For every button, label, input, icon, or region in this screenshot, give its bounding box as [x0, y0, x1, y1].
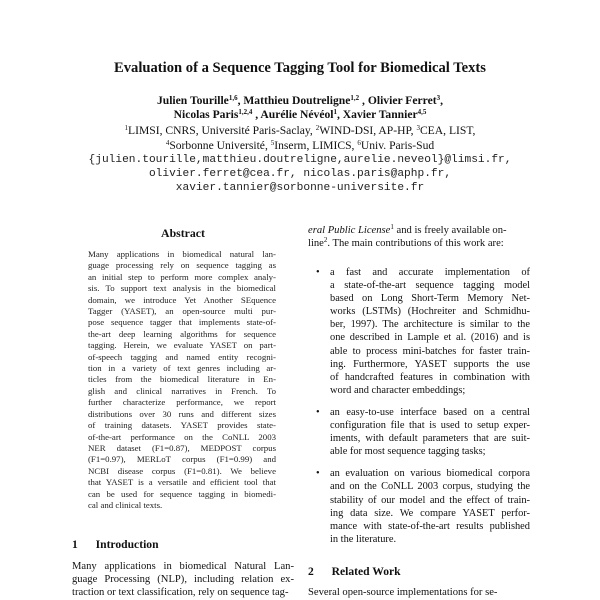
author-affiliation-mark: 1,6	[228, 94, 238, 102]
contribution-line: stability of our model and the effect of train-	[330, 494, 530, 506]
affiliation-mark: 6	[357, 139, 361, 147]
email-line-2: olivier.ferret@cea.fr, nicolas.paris@aphp.fr,	[148, 168, 452, 180]
contribution-line: mance with state-of-the-art results published	[330, 520, 530, 532]
bullet-icon: •	[316, 267, 320, 278]
introduction-line: traction or text classification, rely on sequence tag-	[72, 587, 289, 599]
contribution-line: one described in Lample et al. (2016) and is	[330, 332, 530, 344]
footnote-mark-2[interactable]: 2	[323, 236, 328, 245]
license-name: eral Public License	[308, 225, 391, 236]
affiliation-mark: 2	[315, 124, 320, 132]
abstract-line: tion in a variety of text genres including ar-	[88, 363, 276, 374]
author-separator: ,	[359, 94, 368, 107]
contribution-line: able for most sequence tagging tasks;	[330, 446, 486, 458]
related-work-line: Several open-source implementations for se-	[308, 587, 498, 598]
affiliation-mark: 3	[416, 124, 420, 132]
contribution-line: ber, 1997). The architecture is similar to the	[330, 319, 530, 331]
abstract-line: of-the-art performance on the CoNLL 2003	[88, 431, 276, 442]
right-column-intro	[308, 224, 530, 250]
author-affiliation-mark: 1	[333, 108, 337, 116]
contribution-line: of handcrafted features in combination with	[330, 371, 530, 383]
contribution-line: ing data size. We compare YASET perfor-	[330, 507, 530, 519]
bullet-icon: •	[316, 468, 320, 480]
abstract-line: (F1=0.97), MERLoT corpus (F1=0.99) and	[88, 454, 276, 465]
contribution-line: an easy-to-use interface based on a central	[330, 406, 530, 418]
abstract-line: Many applications in biomedical natural lan-	[88, 249, 276, 259]
section-title: Related Work	[331, 565, 401, 578]
affiliation-mark: 1	[124, 124, 129, 132]
introduction-body	[72, 560, 294, 599]
affiliation-mark: 5	[270, 139, 275, 147]
contribution-item	[308, 467, 530, 546]
abstract-line: NCBI disease corpus (F1=0.81). We believe	[88, 465, 276, 476]
abstract-line: sis. To support text analysis in the biomedical	[88, 283, 276, 294]
related-work-body	[308, 586, 530, 599]
email-line-1: {julien.tourille,matthieu.doutreligne,aurelie.neveol}@limsi.fr,	[88, 154, 512, 166]
affiliation-mark: 4	[165, 139, 170, 147]
author-separator: ,	[237, 94, 244, 107]
contribution-line: works (LSTMs) (Hochreiter and Schmidhu-	[330, 306, 530, 318]
paper-title: Evaluation of a Sequence Tagging Tool for Biomedical Texts	[114, 60, 486, 76]
contribution-line: ing. Furthermore, YASET supports the use	[330, 358, 530, 370]
abstract-line: guage processing rely on sequence tagging as	[88, 260, 276, 271]
author-affiliation-mark: 3	[436, 94, 441, 102]
author-line-2	[0, 108, 600, 121]
right-intro-line-1	[308, 224, 530, 237]
affiliation-text: Sorbonne Université,	[169, 139, 271, 152]
abstract-line: an initial step to perform more complex analy-	[88, 271, 276, 282]
contribution-line: a state-of-the-art sequence tagging model	[330, 280, 530, 292]
contribution-line: able to process mini-batches for faster train-	[330, 345, 530, 357]
contribution-line: and on the CoNLL 2003 corpus, studying the	[330, 481, 530, 493]
affiliation-text: LIMSI, CNRS, Université Paris-Saclay,	[128, 124, 316, 137]
affiliation-line-2	[0, 139, 600, 152]
contribution-line: iments, with default parameters that are suit-	[330, 433, 530, 445]
author-name: Matthieu Doutreligne	[243, 94, 351, 107]
contributions-list	[308, 266, 530, 555]
affiliation-line-1	[0, 124, 600, 137]
footnote-mark-1[interactable]: 1	[390, 223, 394, 231]
right-intro-text-2b: . The main contributions of this work are:	[327, 238, 504, 250]
author-name: Nicolas Paris	[173, 108, 239, 121]
abstract-line: domain, we introduce Yet Another SEquence	[88, 294, 276, 305]
affiliation-text: CEA, LIST,	[419, 124, 476, 137]
contribution-item	[308, 406, 530, 458]
author-separator: ,	[252, 108, 261, 121]
contribution-line: a fast and accurate implementation of	[330, 267, 530, 278]
abstract-line: NER dataset (F1=0.87), MEDPOST corpus	[88, 442, 276, 453]
abstract-line: further characterize performance, we report	[88, 397, 276, 408]
abstract-line: can be used for sequence tagging in biomedi-	[88, 488, 276, 499]
abstract-line: pose sequence tagger that implements state-of-	[88, 317, 276, 328]
introduction-line: guage Processing (NLP), including relation ex-	[72, 574, 294, 586]
author-affiliation-mark: 1,2	[350, 94, 360, 102]
author-name: Julien Tourille	[156, 94, 229, 107]
introduction-heading	[72, 538, 159, 551]
abstract-line: tagging. Herein, we evaluate YASET on part-	[88, 340, 276, 351]
abstract-line: cal and clinical texts.	[88, 499, 163, 510]
author-name: Aurélie Névéol	[260, 108, 334, 121]
contribution-line: configuration file that is used to setup exper-	[330, 420, 530, 432]
contribution-line: in the literature.	[330, 533, 397, 545]
abstract-line: ticles from the biomedical literature in En-	[88, 374, 276, 385]
right-intro-text-2a: line	[308, 238, 324, 250]
right-intro-line-2	[308, 237, 530, 250]
abstract-line: the-art deep learning algorithms for sequence	[88, 328, 276, 339]
abstract-line: glish and clinical narratives in French. To	[88, 385, 276, 396]
author-affiliation-mark: 1,2,4	[238, 108, 253, 116]
abstract-line: distributions over 30 runs and different sizes	[88, 408, 276, 419]
affiliation-text: WIND-DSI, AP-HP,	[319, 124, 417, 137]
contribution-line: an evaluation on various biomedical corpora	[330, 468, 530, 480]
contribution-line: based on Long Short-Term Memory Net-	[330, 293, 530, 305]
introduction-line: Many applications in biomedical Natural Lan-	[72, 561, 294, 572]
author-name: Xavier Tannier	[342, 108, 418, 121]
author-name: Olivier Ferret	[367, 94, 437, 107]
author-separator: ,	[336, 108, 343, 121]
author-affiliation-mark: 4,5	[417, 108, 427, 116]
author-separator: ,	[440, 94, 444, 107]
affiliation-text: Univ. Paris-Sud	[360, 139, 435, 152]
section-title: Introduction	[95, 538, 159, 551]
abstract-line: of training datasets. YASET provides state-	[88, 420, 276, 431]
right-intro-text-1: and is freely available on-	[393, 225, 507, 236]
abstract-heading: Abstract	[161, 226, 205, 240]
contribution-line: word and character embeddings;	[330, 384, 466, 396]
abstract-line: of-speech tagging and named entity recogni-	[88, 351, 276, 362]
abstract-body	[88, 249, 276, 511]
abstract-line: that YASET is a versatile and efficient tool that	[88, 477, 276, 488]
section-number: 2	[308, 565, 314, 578]
contribution-item	[308, 266, 530, 397]
affiliation-text: Inserm, LIMICS,	[274, 139, 358, 152]
email-line-3: xavier.tannier@sorbonne-universite.fr	[175, 182, 425, 194]
related-work-heading	[308, 565, 401, 578]
section-number: 1	[72, 538, 78, 551]
abstract-line: Tagger (YASET), an open-source multi pur-	[88, 306, 276, 317]
author-line-1	[0, 94, 600, 107]
bullet-icon: •	[316, 406, 320, 418]
